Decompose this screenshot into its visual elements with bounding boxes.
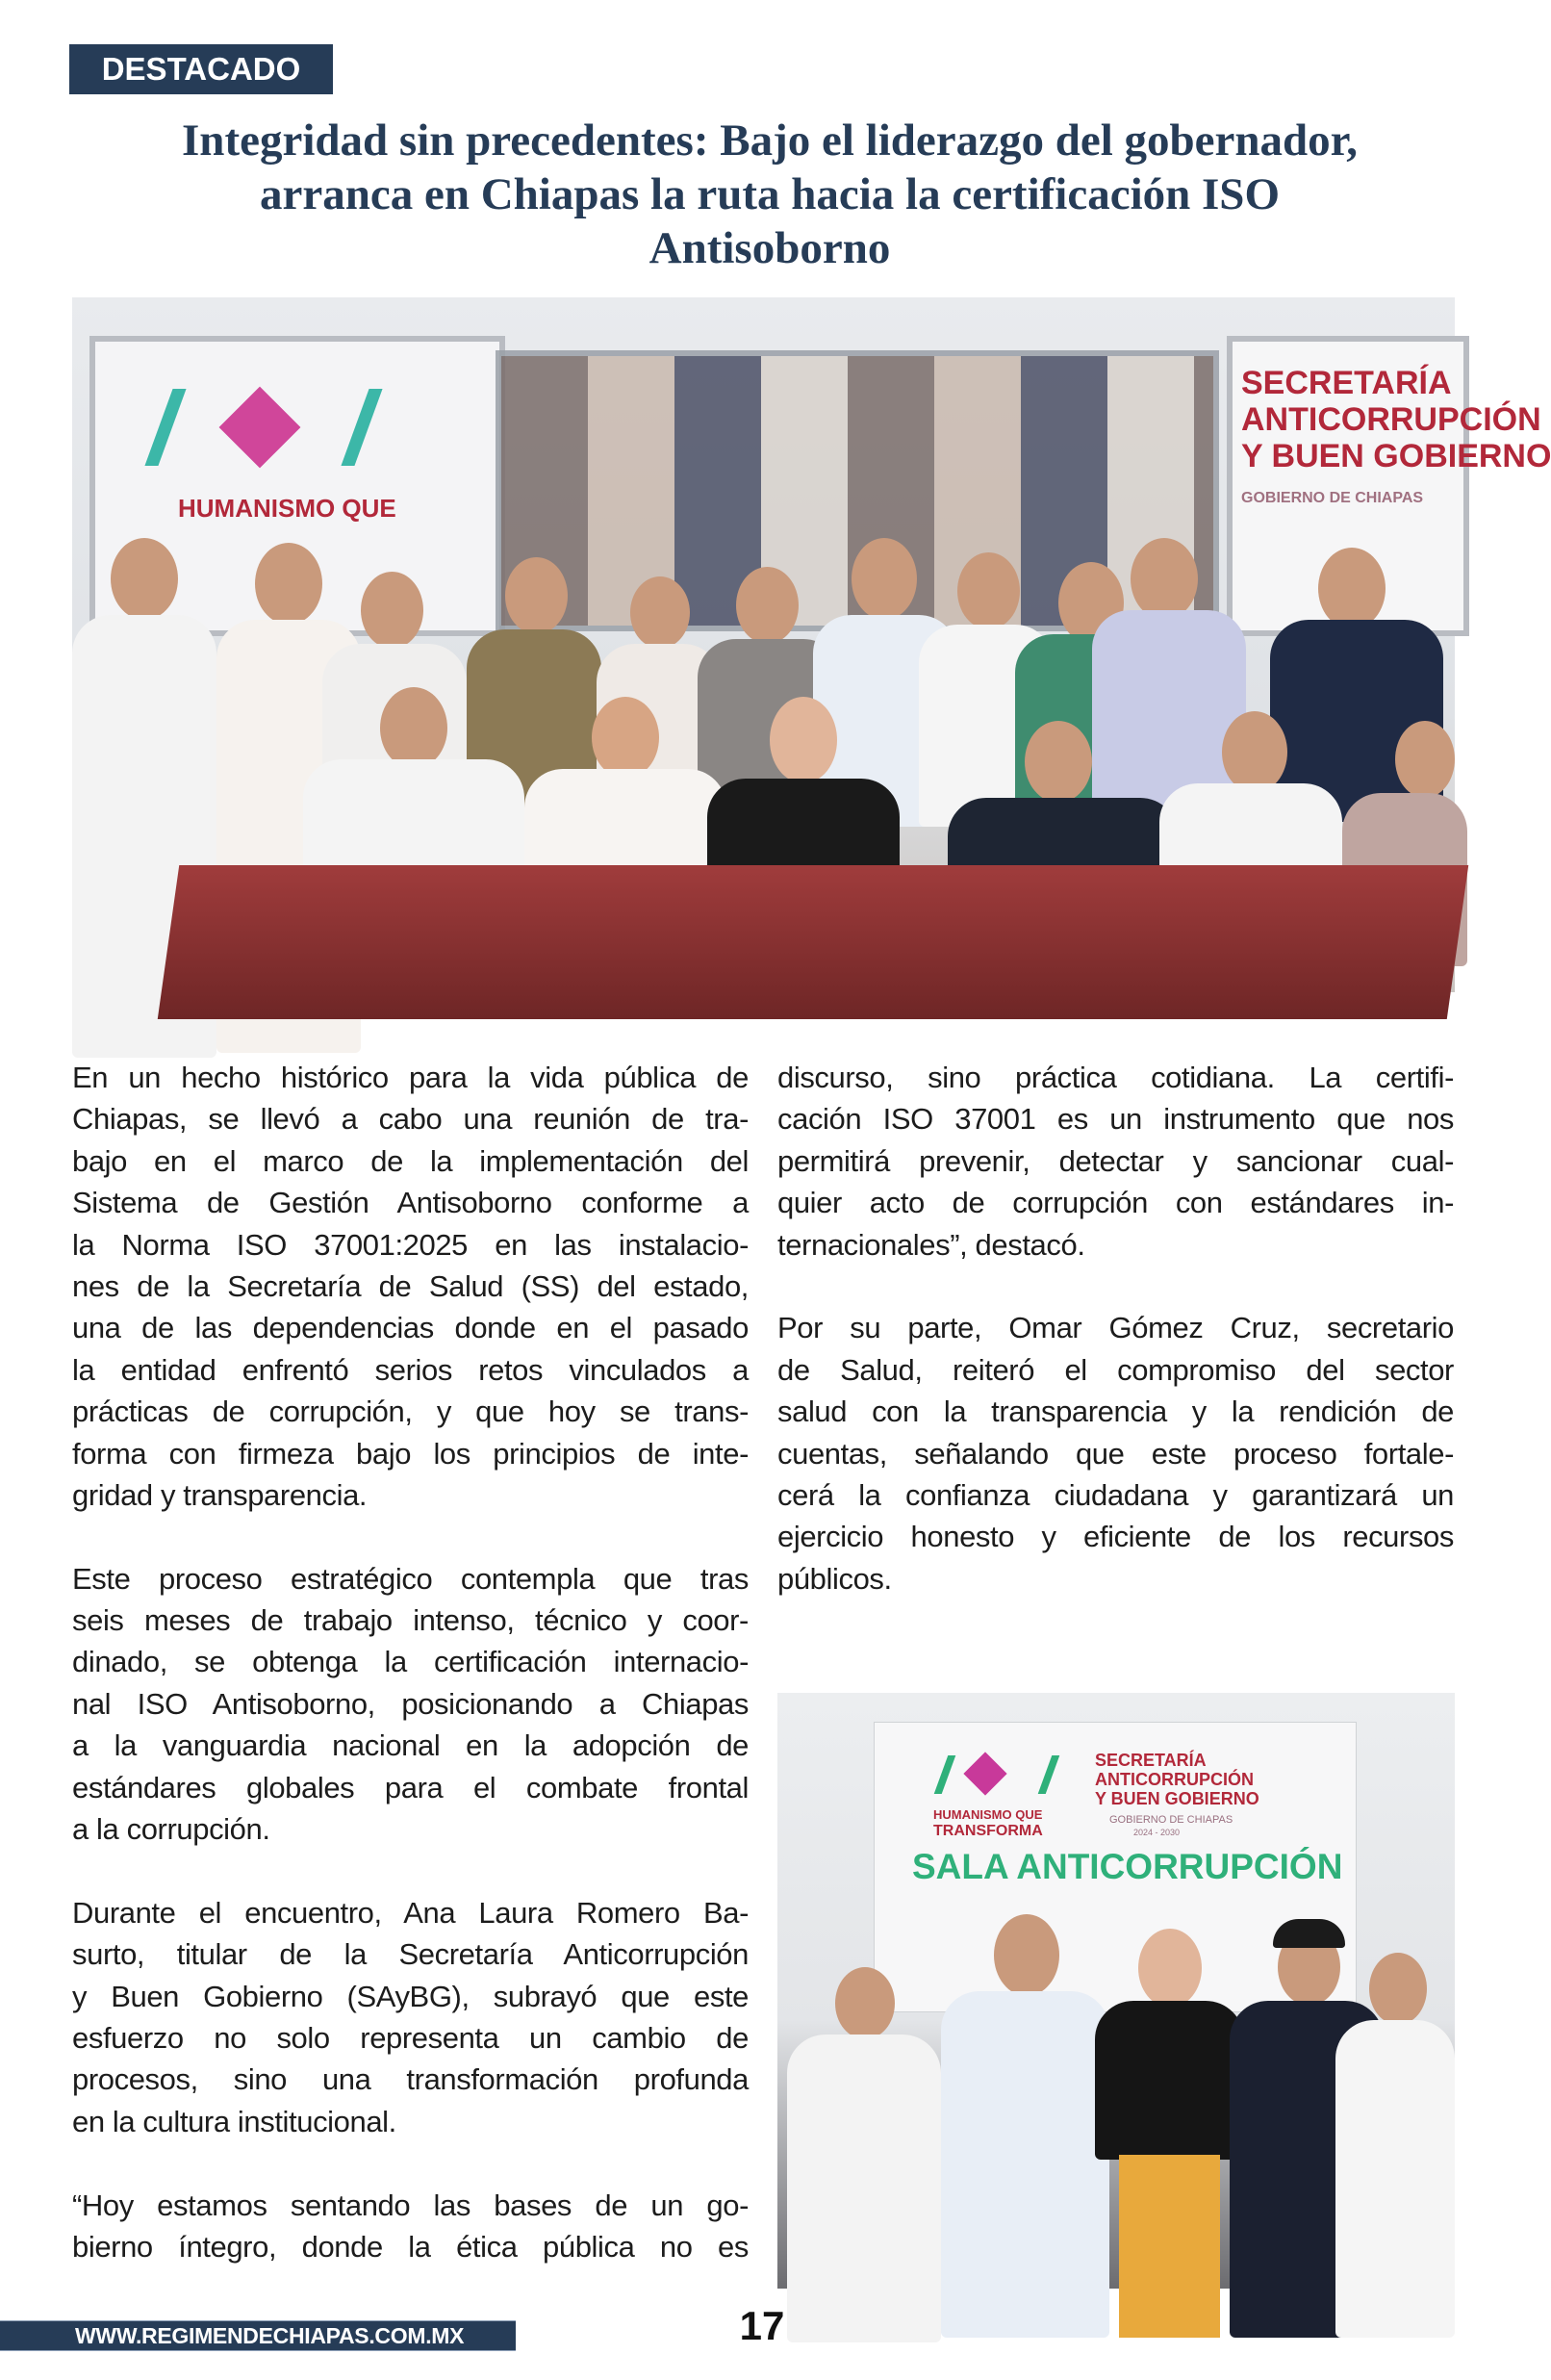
article-column-right: [777, 1057, 1454, 1599]
person-body: [1095, 2001, 1244, 2160]
article-line: la Norma ISO 37001:2025 en las instalacio-: [72, 1227, 749, 1262]
person-head: [1318, 548, 1386, 629]
person-head: [1138, 1929, 1202, 2008]
paragraph-gap: [777, 1266, 1454, 1307]
headline-line: Antisoborno: [648, 223, 891, 273]
person-head: [1369, 1953, 1427, 2025]
person-body: [787, 2035, 941, 2342]
article-line: y Buen Gobierno (SAyBG), subrayó que este: [72, 1979, 749, 2013]
article-line: quier acto de corrupción con estándares in-: [777, 1186, 1454, 1220]
article-line: bajo en el marco de la implementación del: [72, 1143, 749, 1178]
footer-url[interactable]: WWW.REGIMENDECHIAPAS.COM.MX: [75, 2323, 465, 2348]
cap-icon: [1273, 1919, 1345, 1948]
person-head: [1395, 721, 1455, 798]
sign-right-line: Y BUEN GOBIERNO: [1095, 1789, 1259, 1808]
article-line: esfuerzo no solo representa un cambio de: [72, 2020, 749, 2055]
person-head: [852, 538, 917, 620]
person-trousers: [1119, 2155, 1220, 2338]
person-head: [380, 687, 447, 769]
sign-years: 2024 - 2030: [1133, 1828, 1181, 1837]
person-head: [1131, 538, 1198, 620]
person-head: [111, 538, 178, 620]
meeting-group-photo: [72, 297, 1551, 992]
sign-right-line: Y BUEN GOBIERNO: [1241, 438, 1551, 474]
sign-right-line: SECRETARÍA: [1241, 365, 1452, 401]
article-column-left: [72, 1057, 749, 2267]
article-line: Este proceso estratégico contempla que tras: [72, 1561, 749, 1596]
person-head: [994, 1914, 1059, 1996]
article-line: procesos, sino una transformación profunda: [72, 2062, 749, 2097]
article-line: a la vanguardia nacional en la adopción de: [72, 1728, 749, 1763]
article-line: surto, titular de la Secretaría Anticorrupción: [72, 1937, 749, 1972]
sign-left-line: HUMANISMO QUE: [178, 494, 396, 523]
headline-line: Integridad sin precedentes: Bajo el liderazgo del gobernador,: [182, 115, 1358, 166]
page-number: 17: [739, 2303, 785, 2348]
paragraph-gap: [72, 1516, 749, 1557]
sign-left-line: HUMANISMO QUE: [933, 1807, 1043, 1822]
sala-anticorrupcion-group-photo: [777, 1693, 1455, 2289]
article-line: nes de la Secretaría de Salud (SS) del estado,: [72, 1268, 749, 1303]
article-line: “Hoy estamos sentando las bases de un go-: [72, 2188, 749, 2222]
article-line: la entidad enfrentó serios retos vinculados a: [72, 1352, 749, 1387]
article-line: cación ISO 37001 es un instrumento que nos: [777, 1102, 1454, 1137]
article-line: estándares globales para el combate frontal: [72, 1770, 749, 1804]
article-line: forma con firmeza bajo los principios de inte-: [72, 1436, 749, 1471]
person-head: [505, 557, 568, 634]
sign-right-line: ANTICORRUPCIÓN: [1241, 401, 1541, 438]
paragraph-gap: [72, 2142, 749, 2184]
sign-left-line: TRANSFORMA: [933, 1823, 1043, 1839]
person-head: [736, 567, 799, 644]
article-line: salud con la transparencia y la rendición de: [777, 1395, 1454, 1429]
person-body: [941, 1991, 1109, 2338]
sign-right-sub: GOBIERNO DE CHIAPAS: [1241, 490, 1424, 506]
headline-line: arranca en Chiapas la ruta hacia la certificación ISO: [259, 169, 1281, 219]
article-line: ternacionales”, destacó.: [777, 1227, 1085, 1262]
article-line: cerá la confianza ciudadana y garantizará un: [777, 1477, 1454, 1512]
headline: [38, 114, 1501, 275]
article-line: En un hecho histórico para la vida pública de: [72, 1061, 749, 1094]
person-head: [361, 572, 423, 649]
section-badge: DESTACADO: [69, 44, 333, 94]
article-line: dinado, se obtenga la certificación internacio-: [72, 1645, 749, 1679]
article-line: Durante el encuentro, Ana Laura Romero Ba-: [72, 1895, 749, 1930]
meeting-table: [158, 865, 1468, 1019]
article-line: Chiapas, se llevó a cabo una reunión de tra-: [72, 1102, 749, 1137]
article-line: de Salud, reiteró el compromiso del sector: [777, 1352, 1454, 1387]
person-head: [770, 697, 837, 783]
person-head: [835, 1967, 895, 2039]
article-line: Sistema de Gestión Antisoborno conforme a: [72, 1186, 749, 1220]
article-line: discurso, sino práctica cotidiana. La certifi-: [777, 1061, 1454, 1094]
article-line: ejercicio honesto y eficiente de los recursos: [777, 1520, 1454, 1554]
person-head: [255, 543, 322, 625]
paragraph-gap: [72, 1850, 749, 1891]
sign-right-line: ANTICORRUPCIÓN: [1095, 1770, 1254, 1789]
article-line: nal ISO Antisoborno, posicionando a Chiapas: [72, 1686, 749, 1721]
person-head: [1222, 711, 1287, 793]
article-line: públicos.: [777, 1561, 892, 1596]
room-name: SALA ANTICORRUPCIÓN: [912, 1847, 1343, 1886]
article-line: bierno íntegro, donde la ética pública no es: [72, 2229, 749, 2264]
article-line: permitirá prevenir, detectar y sancionar cual-: [777, 1143, 1454, 1178]
article-line: Por su parte, Omar Gómez Cruz, secretario: [777, 1311, 1454, 1345]
person-head: [957, 552, 1020, 629]
article-line: gridad y transparencia.: [72, 1477, 368, 1512]
article-line: en la cultura institucional.: [72, 2104, 396, 2138]
article-line: cuentas, señalando que este proceso fortale-: [777, 1436, 1454, 1471]
article-line: una de las dependencias donde en el pasado: [72, 1311, 749, 1345]
article-line: prácticas de corrupción, y que hoy se trans-: [72, 1395, 749, 1429]
sign-right-line: SECRETARÍA: [1095, 1751, 1207, 1770]
sign-right-sub: GOBIERNO DE CHIAPAS: [1109, 1814, 1233, 1826]
footer-bar: [0, 2320, 516, 2351]
article-line: a la corrupción.: [72, 1812, 270, 1847]
person-head: [1025, 721, 1092, 803]
person-head: [592, 697, 659, 779]
article-line: seis meses de trabajo intenso, técnico y coor-: [72, 1603, 749, 1638]
person-head: [630, 576, 690, 649]
person-body: [1335, 2020, 1455, 2338]
